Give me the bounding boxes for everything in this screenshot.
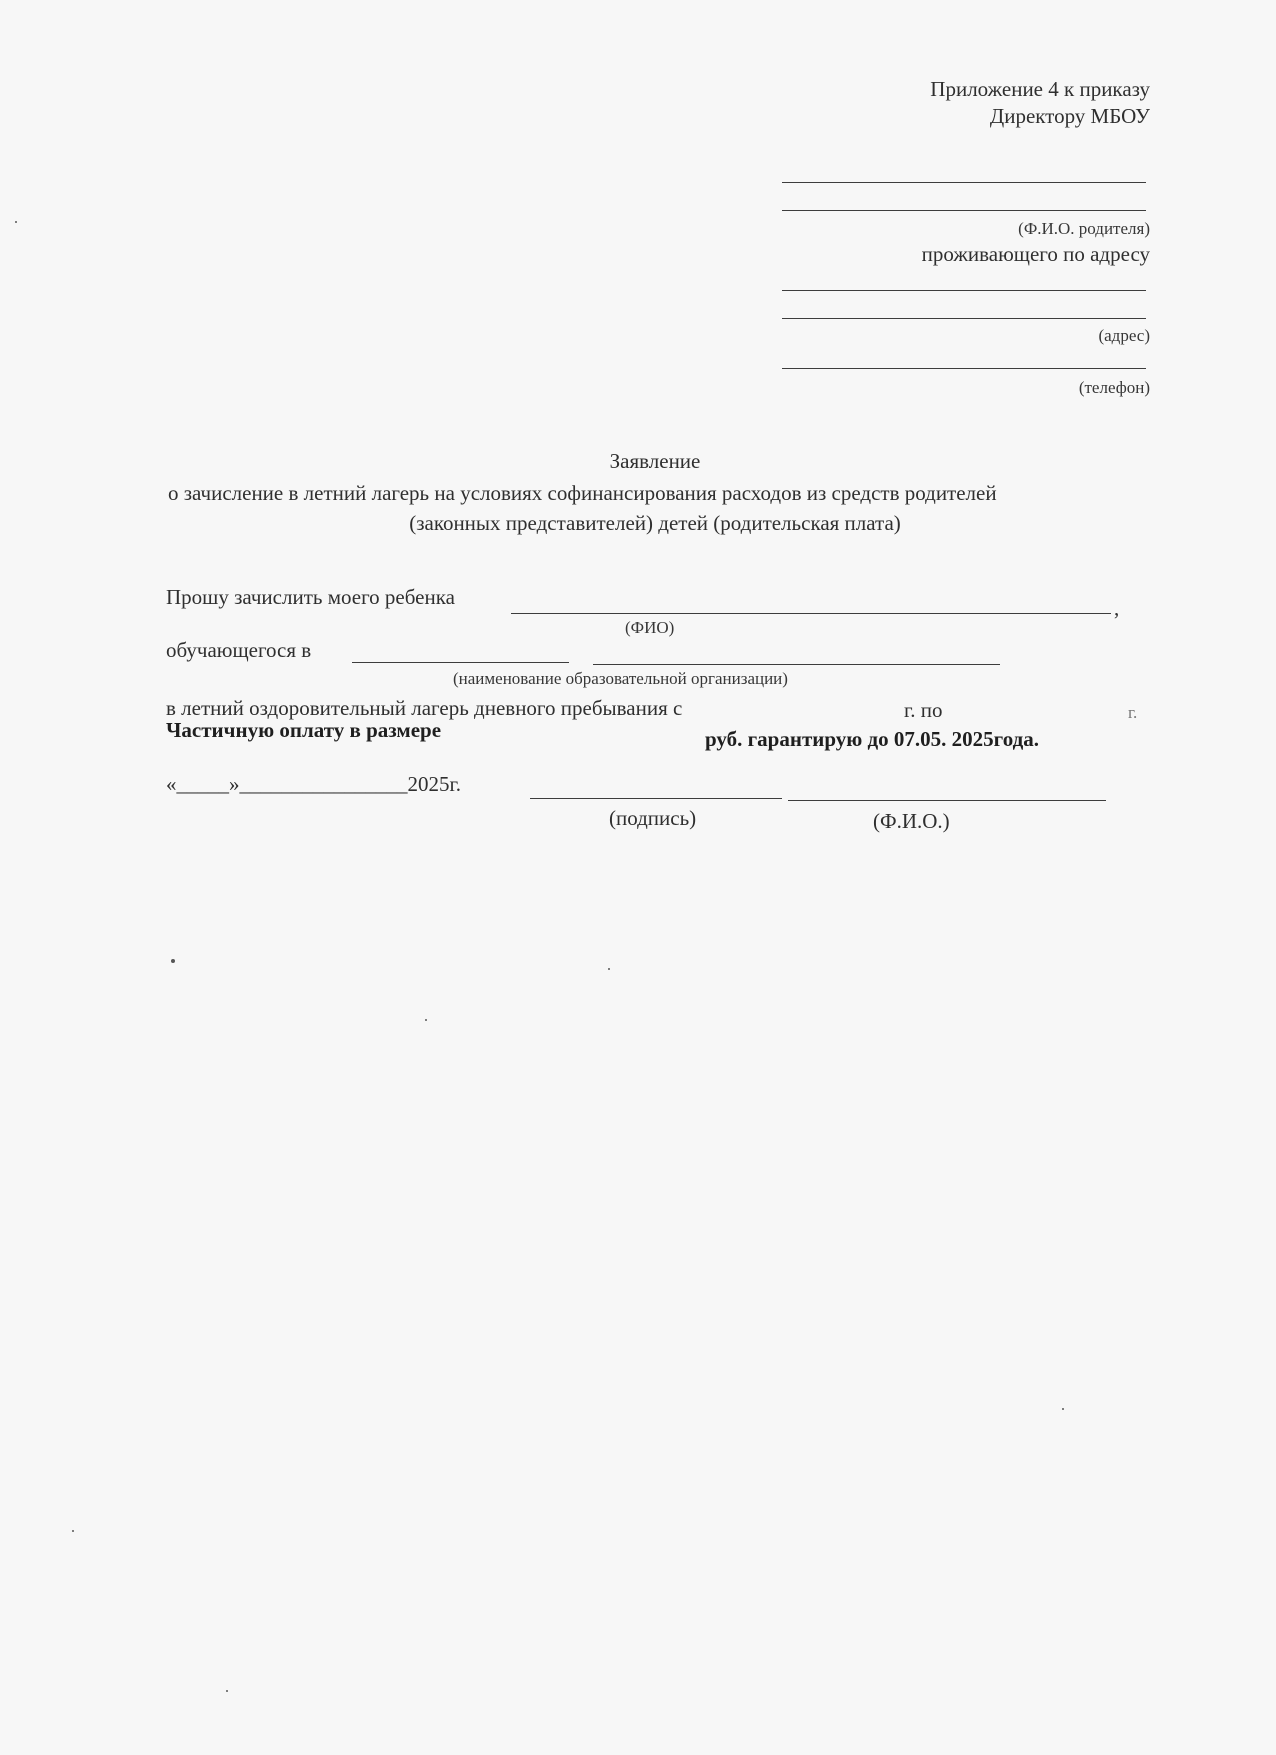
scan-speck xyxy=(608,968,610,970)
address-line-1 xyxy=(782,290,1146,291)
org-line-1 xyxy=(352,662,569,663)
parent-name-line xyxy=(782,210,1146,211)
payment-label: Частичную оплату в размере xyxy=(166,718,442,742)
org-caption: (наименование образовательной организации) xyxy=(453,669,788,688)
signature-fio-caption: (Ф.И.О.) xyxy=(873,809,950,833)
comma: , xyxy=(1114,596,1120,620)
phone-line xyxy=(782,368,1146,369)
address-caption: (адрес) xyxy=(1098,326,1150,345)
scan-speck xyxy=(171,959,175,963)
org-line-2 xyxy=(593,664,1000,665)
request-label: Прошу зачислить моего ребенка xyxy=(166,585,455,609)
signature-line xyxy=(530,798,782,799)
addressee: Директору МБОУ xyxy=(989,104,1150,128)
camp-label: в летний оздоровительный лагерь дневного пребывания с xyxy=(166,696,683,720)
scan-speck xyxy=(15,221,17,223)
date-end-label: г. xyxy=(1128,703,1138,722)
date-to-label: г. по xyxy=(904,698,943,722)
signature-fio-line xyxy=(788,800,1106,801)
appendix-note: Приложение 4 к приказу xyxy=(930,77,1150,101)
scan-speck xyxy=(1062,1408,1064,1410)
scan-speck xyxy=(226,1690,228,1692)
signature-date: «_____»________________2025г. xyxy=(166,772,461,796)
payment-guarantee: руб. гарантирую до 07.05. 2025года. xyxy=(705,727,1039,751)
title-line-2: (законных представителей) детей (родительская плата) xyxy=(409,511,901,535)
parent-name-caption: (Ф.И.О. родителя) xyxy=(1018,219,1150,238)
address-line-2 xyxy=(782,318,1146,319)
title-line-1: о зачисление в летний лагерь на условиях софинансирования расходов из средств родителей xyxy=(168,481,997,505)
director-name-line-1 xyxy=(782,182,1146,183)
document-title: Заявление xyxy=(609,449,701,473)
residing-label: проживающего по адресу xyxy=(921,242,1150,266)
scan-speck xyxy=(72,1530,74,1532)
student-of-label: обучающегося в xyxy=(166,638,312,662)
signature-caption: (подпись) xyxy=(609,806,697,830)
child-name-line xyxy=(511,613,1111,614)
phone-caption: (телефон) xyxy=(1078,378,1150,397)
scan-speck xyxy=(425,1019,427,1021)
child-fio-caption: (ФИО) xyxy=(625,618,675,637)
